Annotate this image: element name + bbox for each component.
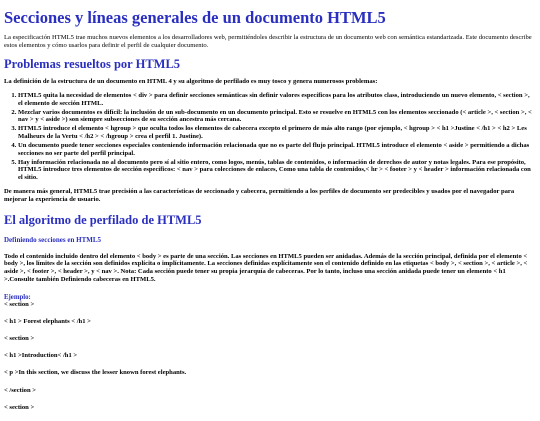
code-line: < section > (4, 335, 35, 343)
code-line: < h1 > Forest elephants < /h1 > (4, 317, 91, 325)
defining-heading: Definiendo secciones en HTML5 (4, 235, 102, 244)
code-example (4, 301, 536, 412)
list-item: 4. Un documento puede tener secciones especiales conteniendo información relacionada que no es parte del flujo principal. HTML5 introduce el elemento < aside > permitiendo a dichas secciones no ser parte del perfil principal. (18, 142, 536, 157)
code-line: < /section > (4, 386, 37, 394)
example-label: Ejemplo: (4, 293, 31, 301)
algorithm-heading: El algoritmo de perfilado de HTML5 (4, 212, 202, 227)
list-item: 5. Hay información relacionada no al documento pero sí al sitio entero, como logos, menús, tablas de contenidos, o información de derechos de autor y notas legales. Para ese propósito, HTML5 introduce tres elementos de sección específicos: < nav > para colecciones de enlaces, Como una tabla de contenidos,< hr > < footer > y < header > información relacionada con el sitio. (18, 159, 536, 182)
list-item: 3. HTML5 introduce el elemento < hgroup > que oculta todos los elementos de cabecera excepto el primero de más alto rango (por ejemplo, < hgroup > < h1 >Justine < /h1 > < h2 > Les Malheurs de la Vertu < /h2 > < /hgroup > crea el perfil 1. Justine). (18, 125, 536, 140)
problems-heading: Problemas resueltos por HTML5 (4, 57, 181, 71)
document-page (4, 0, 536, 421)
list-item: 2. Mezclar varios documentos es difícil: la inclusión de un sub-documento en un documento principal. Esto se resuelve en HTML5 con los elementos seccionado (< article >, < section >, < nav > y < aside >) son siempre subsecciones de su sección ancestra más cercana. (18, 109, 536, 124)
intro-paragraph: La especificación HTML5 trae muchos nuevos elementos a los desarrolladores web, permitiéndoles describir la estructura de un documento web con semántica estandarizada. Este documento describe estos elementos y cómo usarlos para definir el perfil de cualquier documento. (4, 34, 532, 49)
code-line: < section > (4, 300, 35, 308)
problems-list (4, 92, 536, 182)
page-title: Secciones y líneas generales de un documento HTML5 (4, 8, 386, 27)
code-line: < h1 >Introduction< /h1 > (4, 352, 78, 360)
code-line: < p >In this section, we discuss the lesser known forest elephants. (4, 369, 187, 377)
defining-paragraph: Todo el contenido incluido dentro del elemento < body > es parte de una sección. Las secciones en HTML5 pueden ser anidadas. Además de la sección principal, definida por el elemento < body >, los límites de la sección son definidos explícita o implícitamente. La secciones definidas explícitamente son el contenido definido en las etiquetas < body >, < section >, < article >, < aside >, < footer >, < header >, y < nav >. Nota: Cada sección puede tener su propia jerarquía de cabeceras. Por lo tanto, incluso una sección anidada puede tener un elemento < h1 >.Consulte también Definiendo cabeceras en HTML5. (4, 252, 528, 283)
summary-paragraph: De manera más general, HTML5 trae precisión a las características de seccionado y cabecera, permitiendo a los perfiles de documento ser predecibles y usados por el navegador para mejorar la experiencia de usuario. (4, 187, 515, 203)
code-line: < section > (4, 403, 35, 411)
list-item: 1. HTML5 quita la necesidad de elementos < div > para definir secciones semánticas sin definir valores específicos para los atributos class, introduciendo un nuevo elemento, < section >, el elemento de sección HTML. (18, 92, 536, 107)
problems-lead: La definición de la estructura de un documento en HTML 4 y su algoritmo de perfilado es muy tosco y genera numerosos problemas: (4, 78, 378, 85)
